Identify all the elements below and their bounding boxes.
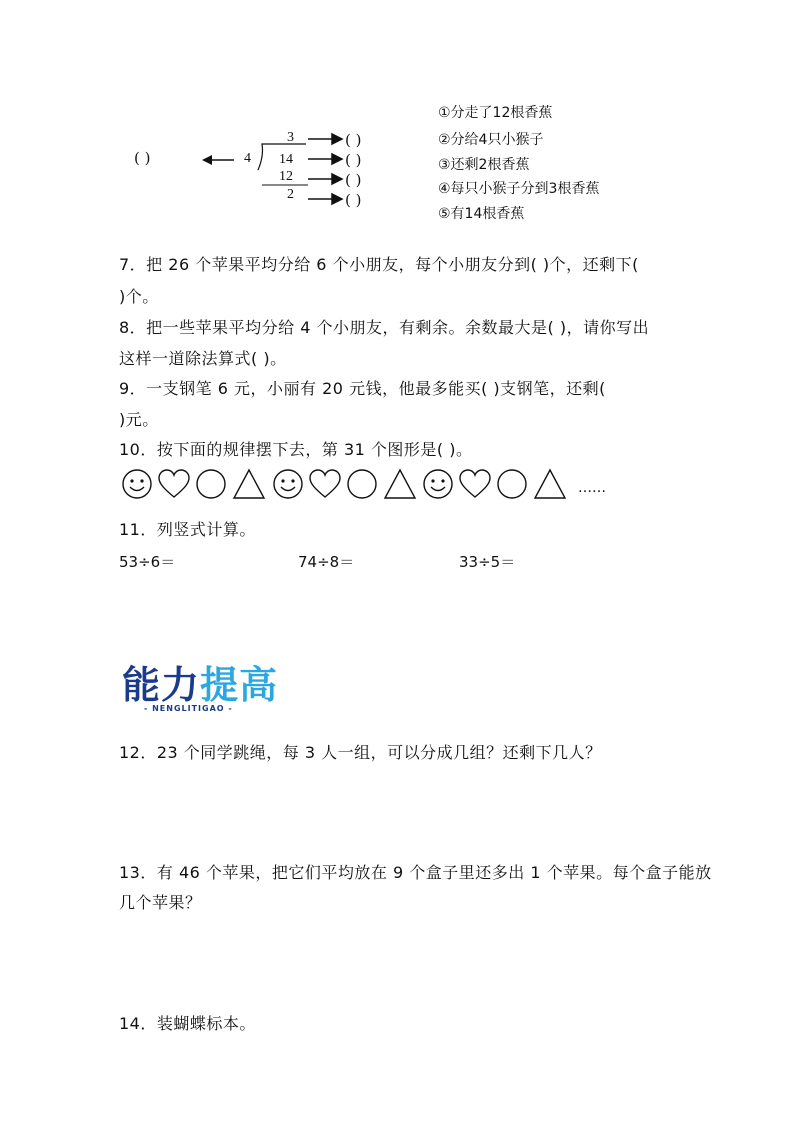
question-8-line-1: 8．把一些苹果平均分给 4 个小朋友，有剩余。余数最大是( )，请你写出 xyxy=(119,318,650,337)
banner-title-part-1: 能力 xyxy=(122,663,201,707)
heart-icon xyxy=(308,468,342,500)
question-13-line-2: 几个苹果？ xyxy=(119,893,202,912)
triangle-icon xyxy=(383,468,417,500)
calculation-3: 33÷5＝ xyxy=(459,553,516,571)
banner-title-part-2: 提高 xyxy=(200,663,279,707)
division-bracket xyxy=(248,142,308,172)
heart-icon xyxy=(458,468,492,500)
option-5: ⑤有14根香蕉 xyxy=(438,206,525,222)
question-13-line-1: 13．有 46 个苹果，把它们平均放在 9 个盒子里还多出 1 个苹果。每个盒子能放 xyxy=(119,863,712,882)
banner-subtitle: - NENGLITIGAO - xyxy=(144,704,233,713)
question-10: 10．按下面的规律摆下去，第 31 个图形是( )。 xyxy=(119,440,473,459)
question-7-line-2: )个。 xyxy=(119,287,159,306)
option-3: ③还剩2根香蕉 xyxy=(438,157,530,173)
question-9-line-1: 9．一支钢笔 6 元，小丽有 20 元钱，他最多能买( )支钢笔，还剩( xyxy=(119,379,606,398)
pattern-ellipsis: …… xyxy=(578,480,606,496)
question-11: 11．列竖式计算。 xyxy=(119,520,256,539)
question-7-line-1: 7．把 26 个苹果平均分给 6 个小朋友，每个小朋友分到( )个，还剩下( xyxy=(119,255,639,274)
section-banner xyxy=(122,664,278,713)
question-8-line-2: 这样一道除法算式( )。 xyxy=(119,349,287,368)
question-9-line-2: )元。 xyxy=(119,410,159,429)
circle-icon xyxy=(496,468,528,500)
calculation-2: 74÷8＝ xyxy=(298,553,355,571)
blank-4: ( ) xyxy=(345,191,362,209)
smiley-icon xyxy=(121,468,153,500)
product: 12 xyxy=(279,169,293,184)
dividend: 14 xyxy=(279,152,293,167)
heart-icon xyxy=(157,468,191,500)
circle-icon xyxy=(195,468,227,500)
option-2: ②分给4只小猴子 xyxy=(438,132,544,148)
calculation-1: 53÷6＝ xyxy=(119,553,176,571)
remainder: 2 xyxy=(287,187,294,202)
left-blank: ( ) xyxy=(134,149,151,167)
question-14: 14．装蝴蝶标本。 xyxy=(119,1014,256,1033)
quotient: 3 xyxy=(287,130,294,145)
blank-3: ( ) xyxy=(345,171,362,189)
smiley-icon xyxy=(422,468,454,500)
question-12: 12．23 个同学跳绳，每 3 人一组，可以分成几组？还剩下几人？ xyxy=(119,743,602,762)
option-4: ④每只小猴子分到3根香蕉 xyxy=(438,181,600,197)
circle-icon xyxy=(346,468,378,500)
blank-2: ( ) xyxy=(345,151,362,169)
banner-title xyxy=(122,664,278,706)
triangle-icon xyxy=(232,468,266,500)
right-arrows xyxy=(306,128,346,212)
divisor: 4 xyxy=(244,151,251,166)
triangle-icon xyxy=(533,468,567,500)
smiley-icon xyxy=(272,468,304,500)
option-1: ①分走了12根香蕉 xyxy=(438,105,553,121)
blank-1: ( ) xyxy=(345,131,362,149)
left-arrow-icon xyxy=(200,150,240,170)
